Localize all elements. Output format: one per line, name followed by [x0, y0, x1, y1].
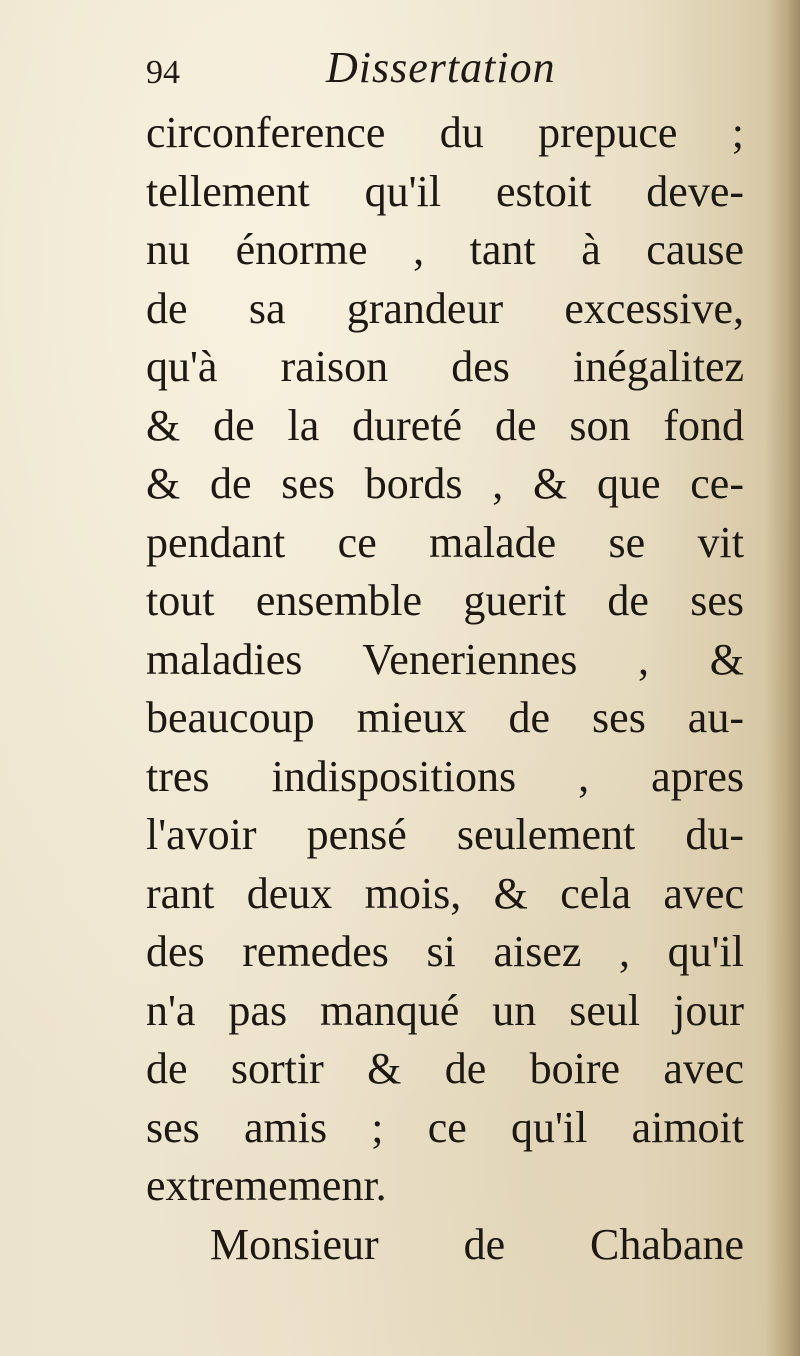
- text-line: qu'à raison des inégalitez: [146, 342, 744, 391]
- text-line: tellement qu'il estoit deve-: [146, 166, 744, 216]
- text-line: nu énorme , tant à cause: [146, 225, 744, 274]
- text-line: l'avoir pensé seulement du-: [146, 810, 744, 859]
- body-text: [146, 104, 744, 1274]
- text-line: beaucoup mieux de ses au-: [146, 693, 744, 742]
- paragraph-start-line: Monsieur de Chabane: [210, 1219, 744, 1269]
- page-number: 94: [146, 54, 180, 91]
- text-line: pendant ce malade se vit: [146, 517, 744, 567]
- page-header: [146, 42, 746, 102]
- text-line: rant deux mois, & cela avec: [146, 868, 744, 918]
- text-line: ses amis ; ce qu'il aimoit: [146, 1102, 744, 1152]
- text-line: de sa grandeur excessive,: [146, 283, 744, 333]
- text-line: tres indispositions , apres: [146, 751, 744, 801]
- text-line: circonference du prepuce ;: [146, 108, 744, 157]
- text-line: & de ses bords , & que ce-: [146, 459, 744, 508]
- text-line: n'a pas manqué un seul jour: [146, 985, 744, 1035]
- text-line: de sortir & de boire avec: [146, 1044, 744, 1093]
- running-head: Dissertation: [326, 43, 556, 92]
- text-line: & de la dureté de son fond: [146, 400, 744, 450]
- text-line: des remedes si aisez , qu'il: [146, 927, 744, 976]
- page-gutter-shadow: [766, 0, 800, 1356]
- text-line: tout ensemble guerit de ses: [146, 576, 744, 625]
- text-line-last: extrememenr.: [146, 1161, 387, 1210]
- text-line: maladies Veneriennes , &: [146, 634, 744, 684]
